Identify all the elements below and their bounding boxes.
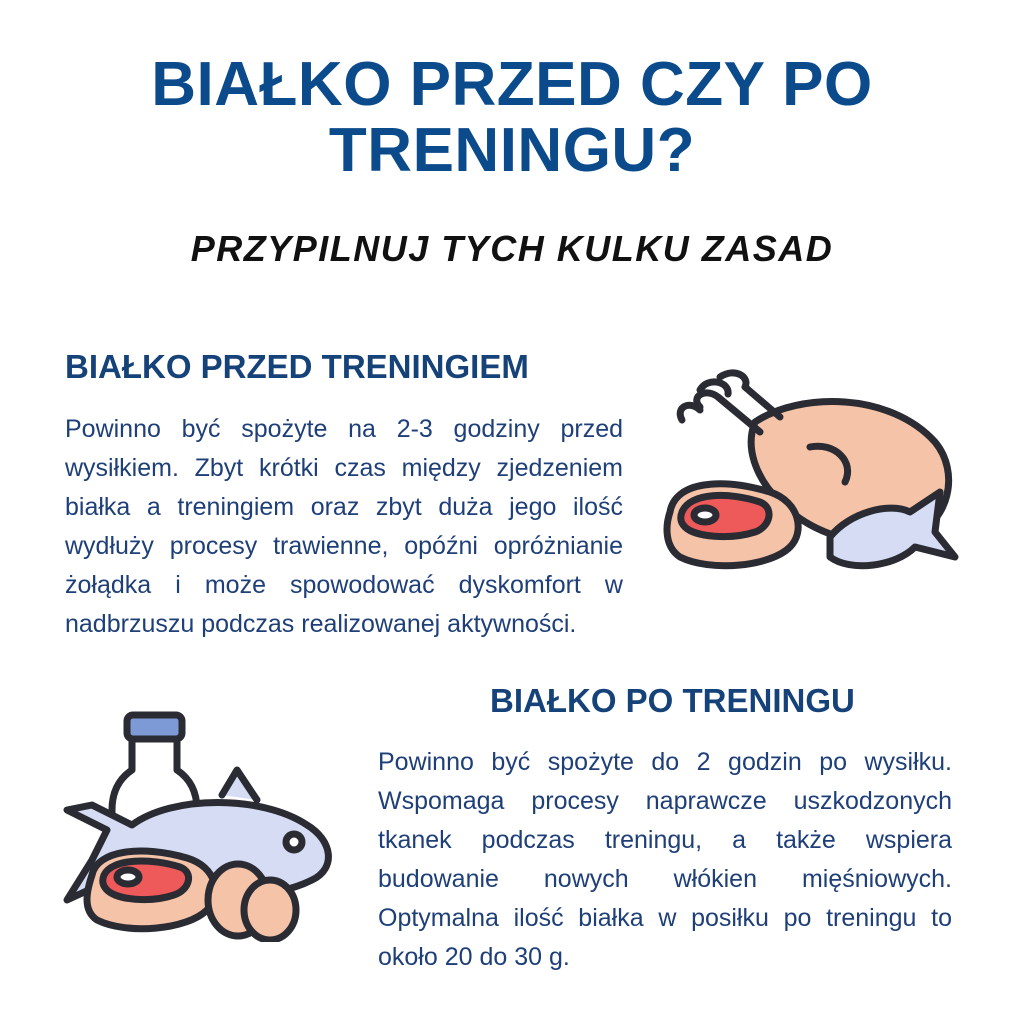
page-subtitle: PRZYPILNUJ TYCH KULKU ZASAD [190, 228, 834, 269]
chicken-steak-fish-icon [660, 362, 965, 597]
section-heading-after-training: BIAŁKO PO TRENINGU [490, 682, 855, 719]
section-heading-before-training: BIAŁKO PRZED TRENINGIEM [65, 348, 529, 385]
section-text-after-training: Powinno być spożyte do 2 godzin po wysiłku. Wspomaga procesy naprawcze uszkodzonych tkanek podczas treningu, a także wspiera budowanie nowych włókien mięśniowych. Optymalna ilość białka w posiłku po treningu to około 20 do 30 g. [378, 748, 952, 971]
section-text-before-training: Powinno być spożyte na 2-3 godziny przed wysiłkiem. Zbyt krótki czas między zjedzeniem białka a treningiem oraz zbyt duża jego ilość wydłuży procesy trawienne, opóźni opróżnianie żołądka i może spowodować dyskomfort w nadbrzuszu podczas realizowanej aktywności. [65, 415, 623, 638]
milk-fish-steak-egg-icon [62, 710, 347, 942]
page-title: BIAŁKO PRZED CZY PO TRENINGU? [151, 50, 873, 185]
